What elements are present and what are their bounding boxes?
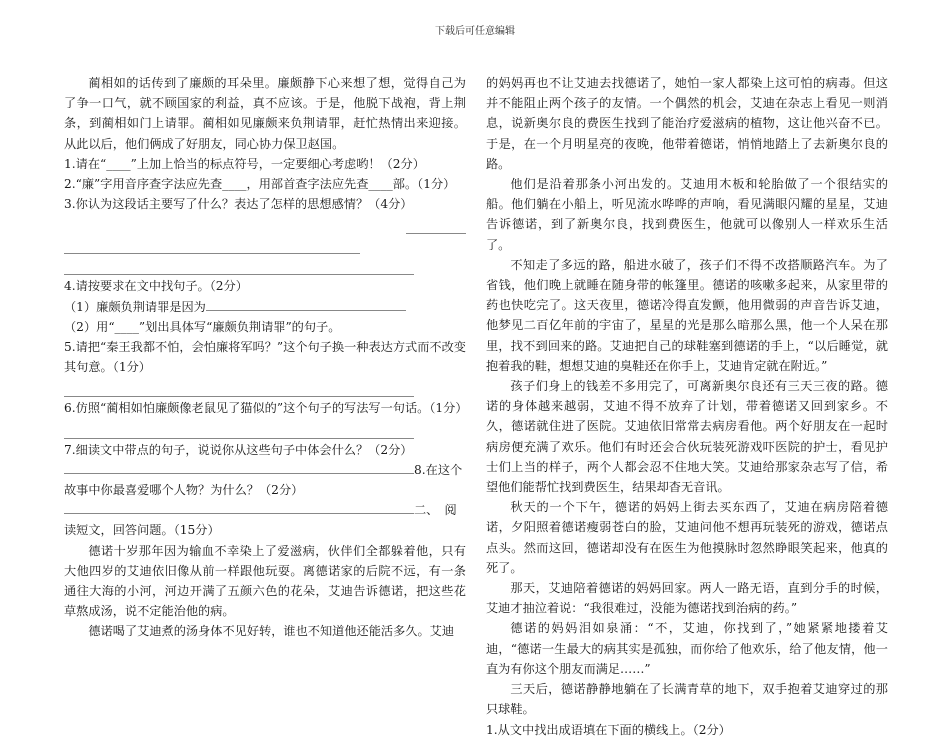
answer-line [64,234,360,254]
story-paragraph-6: 孩子们身上的钱差不多用完了，可离新奥尔良还有三天三夜的路。德诺的身体越来越弱，艾迪不得不放弃了计划，带着德诺又回到家乡。不久，德诺就住进了医院。艾迪依旧常常去病房看他。两个好朋友在一起时病房便充满了欢乐。他们有时还会合伙玩装死游戏吓医院的护士，看见护士们上当的样子，两个人都会忍不住地大笑。艾迪给那家杂志写了信，希望他们能帮忙找到费医生，结果却杳无音讯。 [486,379,888,495]
right-column [486,73,888,740]
question-4-2: （2）用“____”划出具体写“廉颇负荆请罪”的句子。 [64,319,341,334]
story-paragraph-4: 他们是沿着那条小河出发的。艾迪用木板和轮胎做了一个很结实的船。他们躺在小船上，听见流水哗哗的声响，看见满眼闪耀的星星，艾迪告诉德诺，到了新奥尔良，找到费医生，他就可以像别人一样欢乐生活了。 [486,177,888,252]
question-6: 6.仿照“蔺相如怕廉颇像老鼠见了猫似的”这个句子的写法写一句话。（1分） [64,401,468,416]
answer-line [64,419,414,439]
story-paragraph-2: 德诺喝了艾迪煮的汤身体不见好转，谁也不知道他还能活多久。艾迪 [88,624,455,639]
reading-question-1: 1.从文中找出成语填在下面的横线上。（2分） [486,722,731,737]
question-8-line [64,460,466,480]
story-paragraph-10: 三天后，德诺静静地躺在了长满青草的地下，双手抱着艾迪穿过的那只球鞋。 [486,682,888,717]
question-2: 2.“廉”字用音序查字法应先查____，用部首查字法应先查____部。（1分） [64,177,456,192]
section-2-start: 二、 阅 [414,503,457,518]
story-paragraph-8: 那天，艾迪陪着德诺的妈妈回家。两人一路无语，直到分手的时候，艾迪才抽泣着说：“我很难过，没能为德诺找到治病的药。” [486,581,888,616]
answer-blank [64,513,414,514]
question-5: 5.请把“秦王我都不怕，会怕廉将军吗？”这个句子换一种表达方式而不改变其句意。（1分） [64,340,466,375]
story-paragraph-9: 德诺的妈妈泪如泉涌：“不，艾迪，你找到了，”她紧紧地搂着艾迪，“德诺一生最大的病其实是孤独，而你给了他欢乐，给了他友情，他一直为有你这个朋友而满足……” [486,621,888,676]
section-2-heading: 读短文，回答问题。（15分） [64,523,220,538]
left-column [64,73,466,642]
story-paragraph-7: 秋天的一个下午，德诺的妈妈上街去买东西了，艾迪在病房陪着德诺，夕阳照着德诺瘦弱苍白的脸，艾迪问他不想再玩装死的游戏，德诺点点头。然而这回，德诺却没有在医生为他摸脉时忽然睁眼笑起来，他真的死了。 [486,500,888,575]
answer-line [64,377,414,397]
answer-line-short [406,214,466,234]
page-header: 下载后可任意编辑 [435,26,515,37]
story-paragraph-1: 德诺十岁那年因为输血不幸染上了爱滋病，伙伴们全都躲着他，只有大他四岁的艾迪依旧像从前一样跟他玩耍。离德诺家的后院不远，有一条通往大海的小河，河边开满了五颜六色的花朵，艾迪告诉德诺，把这些花草熬成汤，说不定能治他的病。 [64,543,466,619]
answer-line [64,255,414,275]
question-8-start: 8.在这个 [414,462,463,477]
question-4: 4.请按要求在文中找句子。（2分） [64,279,248,294]
answer-blank [206,310,406,311]
story-paragraph-5: 不知走了多远的路，船进水破了，孩子们不得不改搭顺路汽车。为了省钱，他们晚上就睡在随身带的帐篷里。德诺的咳嗽多起来，从家里带的药也快吃完了。这天夜里，德诺冷得直发颤，他用微弱的声音告诉艾迪，他梦见二百亿年前的宇宙了，星星的光是那么暗那么黑，他一个人呆在那里，找不到回来的路。艾迪把自己的球鞋塞到德诺的手上，“以后睡觉，就抱着我的鞋，想想艾迪的臭鞋还在你手上，艾迪肯定就在附近。” [486,257,888,373]
question-3: 3.你认为这段话主要写了什么？表达了怎样的思想感情？（4分） [64,197,413,212]
question-1: 1.请在“____”上加上恰当的标点符号，一定要细心考虑哟！（2分） [64,156,425,171]
question-8: 故事中你最喜爱哪个人物？为什么？（2分） [64,483,304,498]
question-7: 7.细读文中带点的句子，说说你从这些句子中体会什么？（2分） [64,442,413,457]
story-paragraph-3: 的妈妈再也不让艾迪去找德诺了，她怕一家人都染上这可怕的病毒。但这并不能阻止两个孩子的友情。一个偶然的机会，艾迪在杂志上看见一则消息，说新奥尔良的费医生找到了能治疗爱滋病的植物，这让他兴奋不已。于是，在一个月明星亮的夜晚，他带着德诺，悄悄地踏上了去新奥尔良的路。 [486,76,888,171]
intro-paragraph: 蔺相如的话传到了廉颇的耳朵里。廉颇静下心来想了想，觉得自己为了争一口气，就不顾国家的利益，真不应该。于是，他脱下战袍，背上荆条，到蔺相如门上请罪。蔺相如见廉颇来负荆请罪，赶忙热情出来迎接。从此以后，他们俩成了好朋友，同心协力保卫赵国。 [64,76,466,151]
answer-blank [64,473,414,474]
section-2-line [64,500,466,520]
question-4-1: （1）廉颇负荆请罪是因为 [64,297,466,317]
